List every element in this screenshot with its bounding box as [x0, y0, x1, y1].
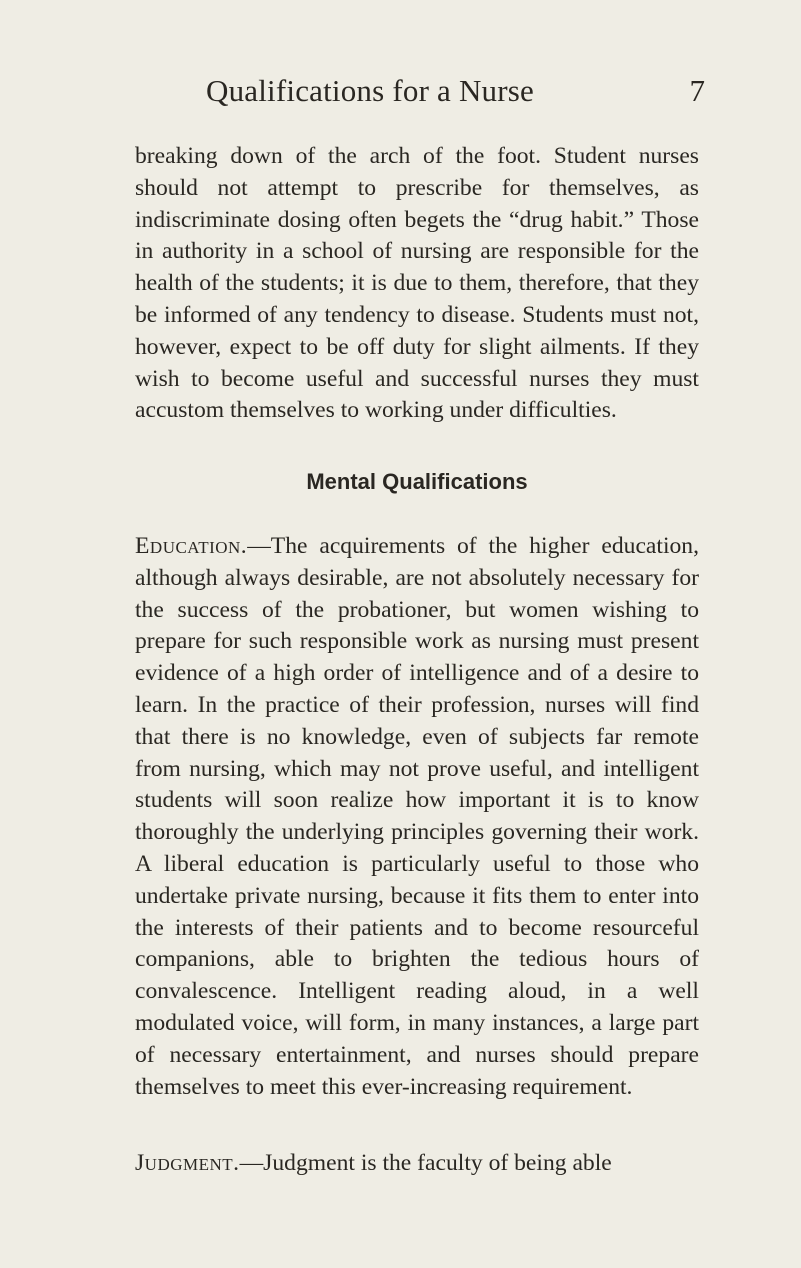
running-head	[135, 72, 705, 112]
section-heading: Mental Qualifications	[306, 469, 528, 494]
paragraph-continuation	[135, 141, 699, 427]
paragraph-text: breaking down of the arch of the foot. Student nurses should not attempt to prescribe for themselves, as indiscriminate dosing often begets the “drug habit.” Those in authority in a school of nursing are responsible for the health of the students; it is due to them, therefore, that they be informed of any tendency to disease. Students must not, however, expect to be off duty for slight ailments. If they wish to become useful and successful nurses they must accustom themselves to working under difficulties.	[135, 143, 699, 424]
page-number: 7	[689, 73, 705, 108]
paragraph-body: —Judgment is the faculty of being able	[239, 1150, 612, 1176]
paragraph-judgment	[135, 1148, 699, 1180]
paragraph-text	[135, 1148, 699, 1180]
paragraph-education	[135, 531, 699, 1103]
running-title: Qualifications for a Nurse	[205, 73, 534, 108]
paragraph-text	[135, 531, 699, 1103]
paragraph-body: —The acquirements of the higher education, although always desirable, are not absolutely necessary for the success of the probationer, but women wishing to prepare for such responsible work as nursing must present evidence of a high order of intelligence and of a desire to learn. In the practice of their profession, nurses will find that there is no knowledge, even of subjects far remote from nursing, which may not prove useful, and intelligent students will soon realize how important it is to know thoroughly the underlying principles governing their work. A liberal education is particularly useful to those who undertake private nursing, because it fits them to enter into the interests of their patients and to become resourceful companions, able to brighten the tedious hours of convalescence. Intelligent reading aloud, in a well modulated voice, will form, in many instances, a large part of necessary entertainment, and nurses should prepare themselves to meet this ever-increasing requirement.	[135, 533, 699, 1100]
run-in-heading: Education.	[135, 533, 248, 559]
run-in-heading: Judgment.	[135, 1150, 240, 1176]
